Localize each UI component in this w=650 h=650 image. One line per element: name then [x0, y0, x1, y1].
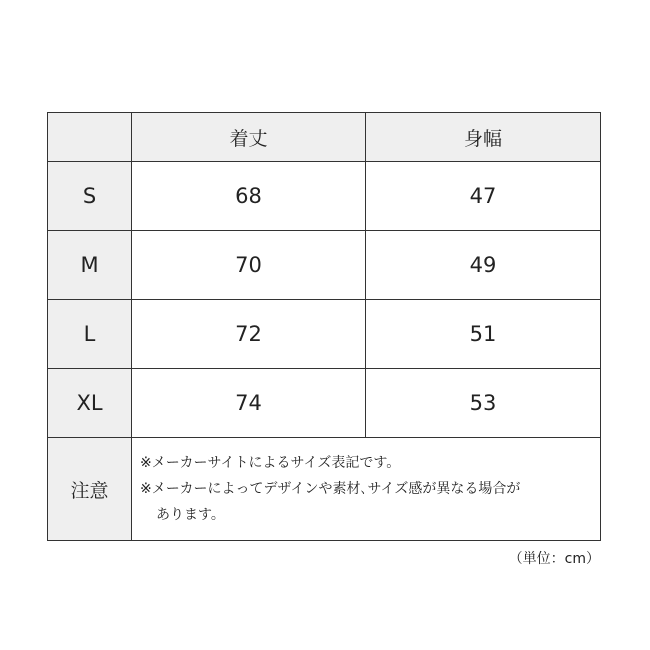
header-corner-cell	[48, 113, 132, 162]
header-width: 身幅	[366, 113, 601, 162]
length-value: 74	[132, 369, 366, 438]
size-chart-table	[47, 112, 601, 541]
width-value: 51	[366, 300, 601, 369]
width-value: 53	[366, 369, 601, 438]
size-label: L	[48, 300, 132, 369]
note-row	[48, 438, 601, 541]
table-row	[48, 231, 601, 300]
note-label: 注意	[48, 438, 132, 541]
size-label: M	[48, 231, 132, 300]
table-row	[48, 369, 601, 438]
length-value: 68	[132, 162, 366, 231]
note-line: あります。	[156, 507, 225, 523]
note-line: ※メーカーサイトによるサイズ表記です。	[140, 455, 401, 471]
length-value: 70	[132, 231, 366, 300]
size-label: S	[48, 162, 132, 231]
table-row	[48, 300, 601, 369]
note-body	[132, 438, 601, 541]
table-row	[48, 162, 601, 231]
header-row	[48, 113, 601, 162]
note-line: ※メーカーによってデザインや素材､サイズ感が異なる場合が	[140, 481, 521, 497]
width-value: 47	[366, 162, 601, 231]
unit-label: （単位：cm）	[508, 551, 600, 567]
width-value: 49	[366, 231, 601, 300]
header-length: 着丈	[132, 113, 366, 162]
size-label: XL	[48, 369, 132, 438]
length-value: 72	[132, 300, 366, 369]
